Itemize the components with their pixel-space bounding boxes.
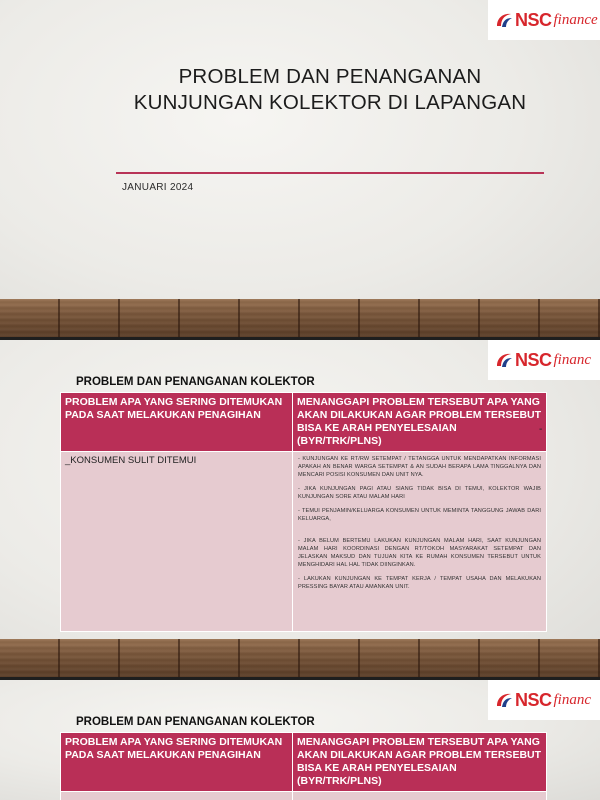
handling-point-1: - KUNJUNGAN KE RT/RW SETEMPAT / TETANGGA UNTUK MENDAPATKAN INFORMASI APAKAH AN BENAR WARGA SETEMPAT & AN SUDAH BERAPA LAMA TINGGALNYA DAN MENCARI POSISI KONSUMEN DAN UNIT NYA.: [298, 456, 541, 478]
title-divider: [116, 172, 544, 174]
side-dash: -: [539, 424, 543, 435]
handling-cell: [293, 792, 547, 800]
logo-nsc-text: NSC: [515, 689, 552, 710]
nsc-swirl-icon: [494, 350, 514, 370]
slide-title-text: [110, 64, 550, 116]
handling-point-4: - JIKA BELUM BERTEMU LAKUKAN KUNJUNGAN MALAM HARI, SAAT KUNJUNGAN MALAM HARI KOORDINASI DENGAN RT/TOKOH MASYARAKAT SETEMPAT DAN JELASKAN MAKSUD DAN TUJUAN KITA KE RUMAH KONSUMEN TERSEBUT UNTUK MENGHIDARI HAL HAL TIDAK DIINGINKAN.: [298, 538, 541, 568]
section-title: PROBLEM DAN PENANGANAN KOLEKTOR: [76, 716, 315, 728]
title-line-1: PROBLEM DAN PENANGANAN: [178, 65, 482, 88]
column-header-problem: PROBLEM APA YANG SERING DITEMUKAN PADA SAAT MELAKUKAN PENAGIHAN: [61, 733, 293, 792]
column-header-handling: MENANGGAPI PROBLEM TERSEBUT APA YANG AKAN DILAKUKAN AGAR PROBLEM TERSEBUT BISA KE ARAH PENYELESAIAN (BYR/TRK/PLNS): [293, 733, 547, 792]
logo-nsc-text: NSC: [515, 9, 552, 30]
logo-finance-text: financ: [553, 351, 592, 368]
slide-problem-table-continued: [0, 680, 600, 800]
problem-handling-table: [60, 732, 547, 800]
company-logo: [488, 680, 600, 720]
slide-date: JANUARI 2024: [122, 182, 194, 193]
wood-floor-decoration: [0, 639, 600, 677]
nsc-swirl-icon: [494, 690, 514, 710]
logo-nsc-text: NSC: [515, 349, 552, 370]
logo-finance-text: financ: [553, 691, 592, 708]
title-line-2: KUNJUNGAN KOLEKTOR DI LAPANGAN: [133, 91, 527, 114]
wood-floor-decoration: [0, 299, 600, 337]
column-header-handling: MENANGGAPI PROBLEM TERSEBUT APA YANG AKAN DILAKUKAN AGAR PROBLEM TERSEBUT BISA KE ARAH PENYELESAIAN (BYR/TRK/PLNS): [293, 393, 547, 452]
column-header-problem: PROBLEM APA YANG SERING DITEMUKAN PADA SAAT MELAKUKAN PENAGIHAN: [61, 393, 293, 452]
handling-point-3: - TEMUI PENJAMIN/KELUARGA KONSUMEN UNTUK MEMINTA TANGGUNG JAWAB DARI KELUARGA,: [298, 508, 541, 522]
slide-problem-table: [0, 340, 600, 677]
company-logo: [488, 0, 600, 40]
handling-point-5: - LAKUKAN KUNJUNGAN KE TEMPAT KERJA / TEMPAT USAHA DAN MELAKUKAN PRESSING BAYAR ATAU AMANKAN UNIT.: [298, 576, 541, 590]
handling-cell: [293, 452, 547, 632]
problem-cell: [61, 792, 293, 800]
company-logo: [488, 340, 600, 380]
slide-title: [0, 0, 600, 337]
handling-point-2: - JIKA KUNJUNGAN PAGI ATAU SIANG TIDAK BISA DI TEMUI, KOLEKTOR WAJIB KUNJUNGAN SORE ATAU MALAM HARI: [298, 486, 541, 500]
nsc-swirl-icon: [494, 10, 514, 30]
problem-handling-table: [60, 392, 547, 632]
problem-cell: _KONSUMEN SULIT DITEMUI: [61, 452, 293, 632]
logo-finance-text: finance: [553, 11, 598, 28]
section-title: PROBLEM DAN PENANGANAN KOLEKTOR: [76, 376, 315, 388]
